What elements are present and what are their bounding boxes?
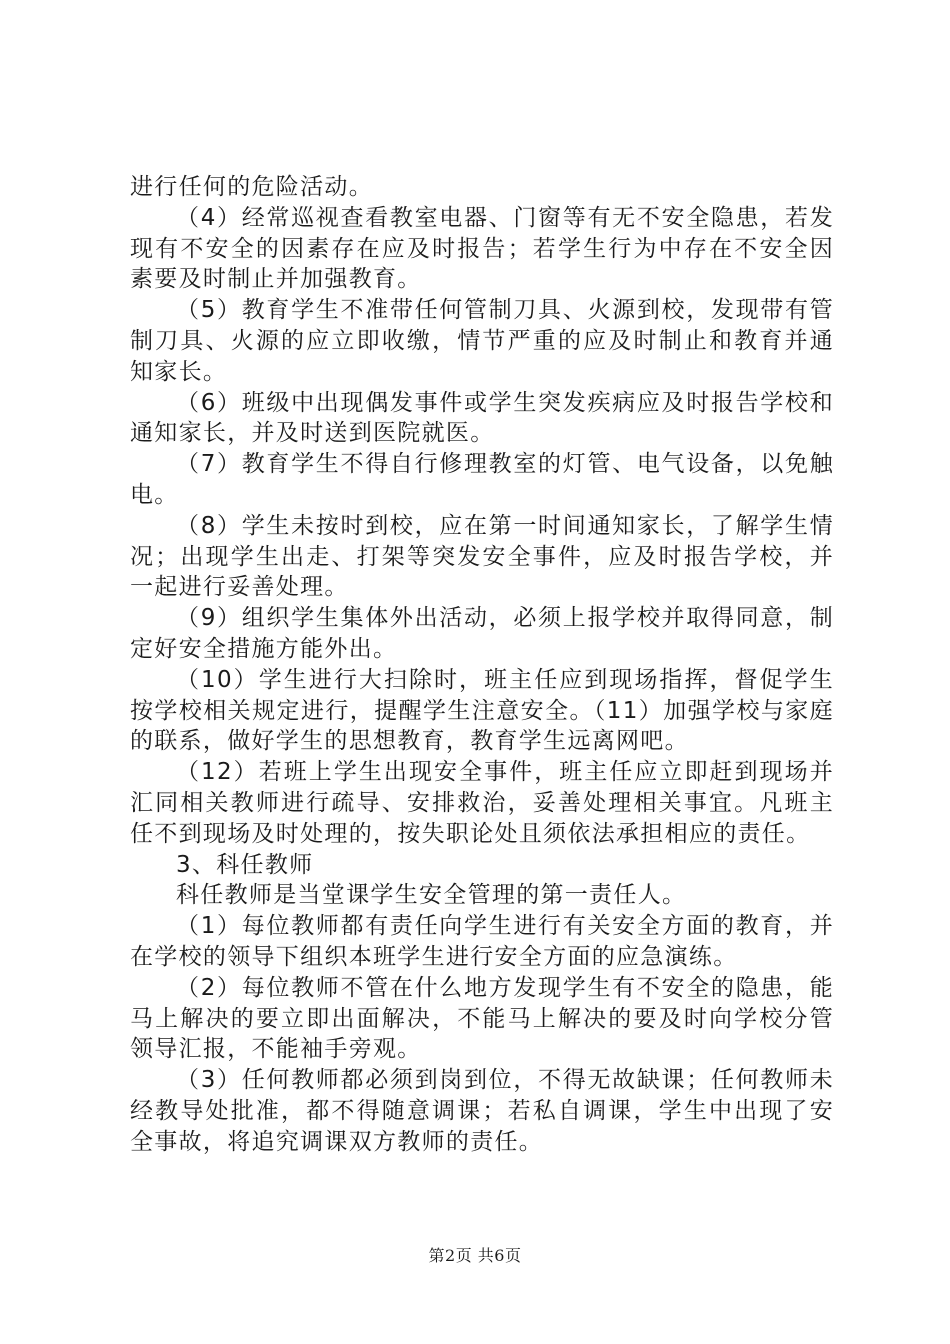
paragraph-item-7: （7）教育学生不得自行修理教室的灯管、电气设备，以免触电。	[130, 451, 834, 508]
paragraph-teacher-item-2: （2）每位教师不管在什么地方发现学生有不安全的隐患，能马上解决的要立即出面解决，不能马上解决的要及时向学校分管领导汇报，不能袖手旁观。	[130, 974, 834, 1063]
paragraph-teacher-item-3: （3）任何教师都必须到岗到位，不得无故缺课；任何教师未经教导处批准，都不得随意调课；若私自调课，学生中出现了安全事故，将追究调课双方教师的责任。	[130, 1067, 834, 1155]
document-body	[130, 172, 834, 1158]
paragraph-item-4: （4）经常巡视查看教室电器、门窗等有无不安全隐患，若发现有不安全的因素存在应及时报告；若学生行为中存在不安全因素要及时制止并加强教育。	[130, 204, 834, 293]
paragraph-item-12: （12）若班上学生出现安全事件，班主任应立即赶到现场并汇同相关教师进行疏导、安排救治，妥善处理相关事宜。凡班主任不到现场及时处理的，按失职论处且须依法承担相应的责任。	[130, 759, 834, 847]
paragraph-item-10-11: （10）学生进行大扫除时，班主任应到现场指挥，督促学生按学校相关规定进行，提醒学生注意安全。（11）加强学校与家庭的联系，做好学生的思想教育，教育学生远离网吧。	[130, 666, 834, 755]
paragraph-item-8: （8）学生未按时到校，应在第一时间通知家长，了解学生情况；出现学生出走、打架等突发安全事件，应及时报告学校，并一起进行妥善处理。	[130, 512, 834, 601]
section-heading: 3、科任教师	[176, 851, 314, 878]
paragraph-item-6: （6）班级中出现偶发事件或学生突发疾病应及时报告学校和通知家长，并及时送到医院就医。	[130, 389, 834, 447]
page-number-footer: 第2页 共6页	[428, 1246, 522, 1265]
paragraph-item-5: （5）教育学生不准带任何管制刀具、火源到校，发现带有管制刀具、火源的应立即收缴，情节严重的应及时制止和教育并通知家长。	[130, 297, 834, 385]
paragraph-continuation: 进行任何的危险活动。	[130, 174, 373, 200]
paragraph-item-9: （9）组织学生集体外出活动，必须上报学校并取得同意，制定好安全措施方能外出。	[130, 605, 834, 662]
paragraph-teacher-item-1: （1）每位教师都有责任向学生进行有关安全方面的教育，并在学校的领导下组织本班学生进行安全方面的应急演练。	[130, 913, 834, 970]
section-intro: 科任教师是当堂课学生安全管理的第一责任人。	[176, 882, 687, 909]
